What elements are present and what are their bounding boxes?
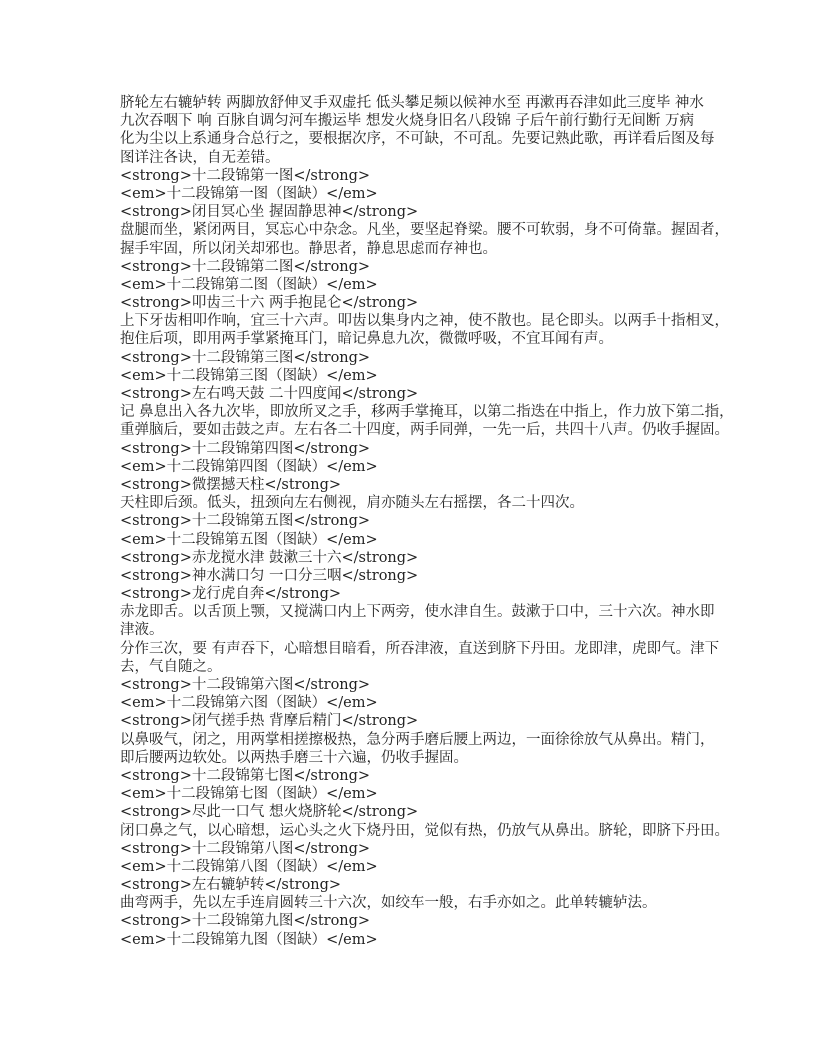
- text-line: 去，气自随之。: [120, 658, 222, 675]
- text-line: 天柱即后颈。低头，扭颈向左右侧视，肩亦随头左右摇摆，各二十四次。: [120, 495, 584, 512]
- text-line: <strong>十二段锦第二图</strong>: [120, 258, 371, 275]
- text-line: <strong>赤龙搅水津 鼓漱三十六</strong>: [120, 549, 419, 566]
- text-line: <strong>十二段锦第五图</strong>: [120, 513, 371, 530]
- text-line: <strong>闭气搓手热 背摩后精门</strong>: [120, 713, 419, 730]
- text-line: <em>十二段锦第四图（图缺）</em>: [120, 458, 378, 475]
- text-line: 赤龙即舌。以舌顶上颚，又搅满口内上下两旁，使水津自生。鼓漱于口中，三十六次。神水即: [120, 604, 715, 621]
- text-line: 重弹脑后，要如击鼓之声。左右各二十四度，两手同弹，一先一后，共四十八声。仍收手握固。: [120, 422, 729, 439]
- text-line: 图详注各诀，自无差错。: [120, 149, 280, 166]
- text-line: <strong>十二段锦第一图</strong>: [120, 167, 371, 184]
- document-body: [120, 94, 734, 949]
- text-line: <strong>闭目冥心坐 握固静思神</strong>: [120, 204, 419, 221]
- text-line: 以鼻吸气，闭之，用两掌相搓擦极热，急分两手磨后腰上两边，一面徐徐放气从鼻出。精门，: [120, 731, 715, 748]
- text-line: <em>十二段锦第三图（图缺）</em>: [120, 367, 378, 384]
- text-line: <em>十二段锦第五图（图缺）</em>: [120, 531, 378, 548]
- text-line: <em>十二段锦第二图（图缺）</em>: [120, 276, 378, 293]
- text-line: <strong>十二段锦第三图</strong>: [120, 349, 371, 366]
- text-line: <strong>左右辘轳转</strong>: [120, 877, 342, 894]
- text-line: 握手牢固，所以闭关却邪也。静思者，静息思虑而存神也。: [120, 240, 497, 257]
- text-line: <strong>十二段锦第七图</strong>: [120, 767, 371, 784]
- text-line: <em>十二段锦第八图（图缺）</em>: [120, 858, 378, 875]
- text-line: 抱住后项，即用两手掌紧掩耳门，暗记鼻息九次，微微呼吸，不宜耳闻有声。: [120, 331, 613, 348]
- text-line: 曲弯两手，先以左手连肩圆转三十六次，如绞车一般，右手亦如之。此单转辘轳法。: [120, 895, 657, 912]
- text-line: 九次吞咽下 响 百脉自调匀河车搬运毕 想发火烧身旧名八段锦 子后午前行勤行无间断 万病: [120, 113, 695, 130]
- text-line: 盘腿而坐，紧闭两目，冥忘心中杂念。凡坐，要坚起脊梁。腰不可软弱，身不可倚靠。握固者，: [120, 222, 729, 239]
- text-line: <em>十二段锦第七图（图缺）</em>: [120, 786, 378, 803]
- text-line: <strong>十二段锦第六图</strong>: [120, 677, 371, 693]
- text-line: 化为尘以上系通身合总行之，要根据次序，不可缺，不可乱。先要记熟此歌，再详看后图及每: [120, 131, 715, 148]
- text-line: <strong>左右鸣天鼓 二十四度闻</strong>: [120, 386, 419, 402]
- text-line: 即后腰两边软处。以两热手磨三十六遍，仍收手握固。: [120, 749, 468, 766]
- text-line: <strong>十二段锦第八图</strong>: [120, 840, 371, 857]
- text-line: 闭口鼻之气，以心暗想，运心头之火下烧丹田，觉似有热，仍放气从鼻出。脐轮，即脐下丹田。: [120, 822, 729, 839]
- text-line: 津液。: [120, 622, 164, 639]
- text-line: <strong>微摆撼天柱</strong>: [120, 476, 342, 493]
- text-line: <strong>尽此一口气 想火烧脐轮</strong>: [120, 804, 419, 821]
- text-line: <strong>十二段锦第四图</strong>: [120, 440, 371, 457]
- text-line: 分作三次，要 有声吞下，心暗想目暗看，所吞津液，直送到脐下丹田。龙即津，虎即气。津下: [120, 640, 720, 657]
- text-line: <strong>龙行虎自奔</strong>: [120, 586, 342, 603]
- text-line: <strong>十二段锦第九图</strong>: [120, 913, 371, 930]
- text-line: <strong>神水满口匀 一口分三咽</strong>: [120, 567, 419, 584]
- text-line: <em>十二段锦第一图（图缺）</em>: [120, 185, 378, 202]
- text-line: 上下牙齿相叩作响，宜三十六声。叩齿以集身内之神，使不散也。昆仑即头。以两手十指相叉，: [120, 313, 729, 330]
- text-line: <em>十二段锦第九图（图缺）</em>: [120, 931, 378, 948]
- text-line: <strong>叩齿三十六 两手抱昆仑</strong>: [120, 295, 419, 312]
- text-line: 记 鼻息出入各九次毕，即放所叉之手，移两手掌掩耳，以第二指迭在中指上，作力放下第二指，: [120, 404, 734, 421]
- text-line: <em>十二段锦第六图（图缺）</em>: [120, 695, 378, 712]
- text-line: 脐轮左右辘轳转 两脚放舒伸叉手双虚托 低头攀足频以候神水至 再漱再吞津如此三度毕 神水: [120, 95, 704, 111]
